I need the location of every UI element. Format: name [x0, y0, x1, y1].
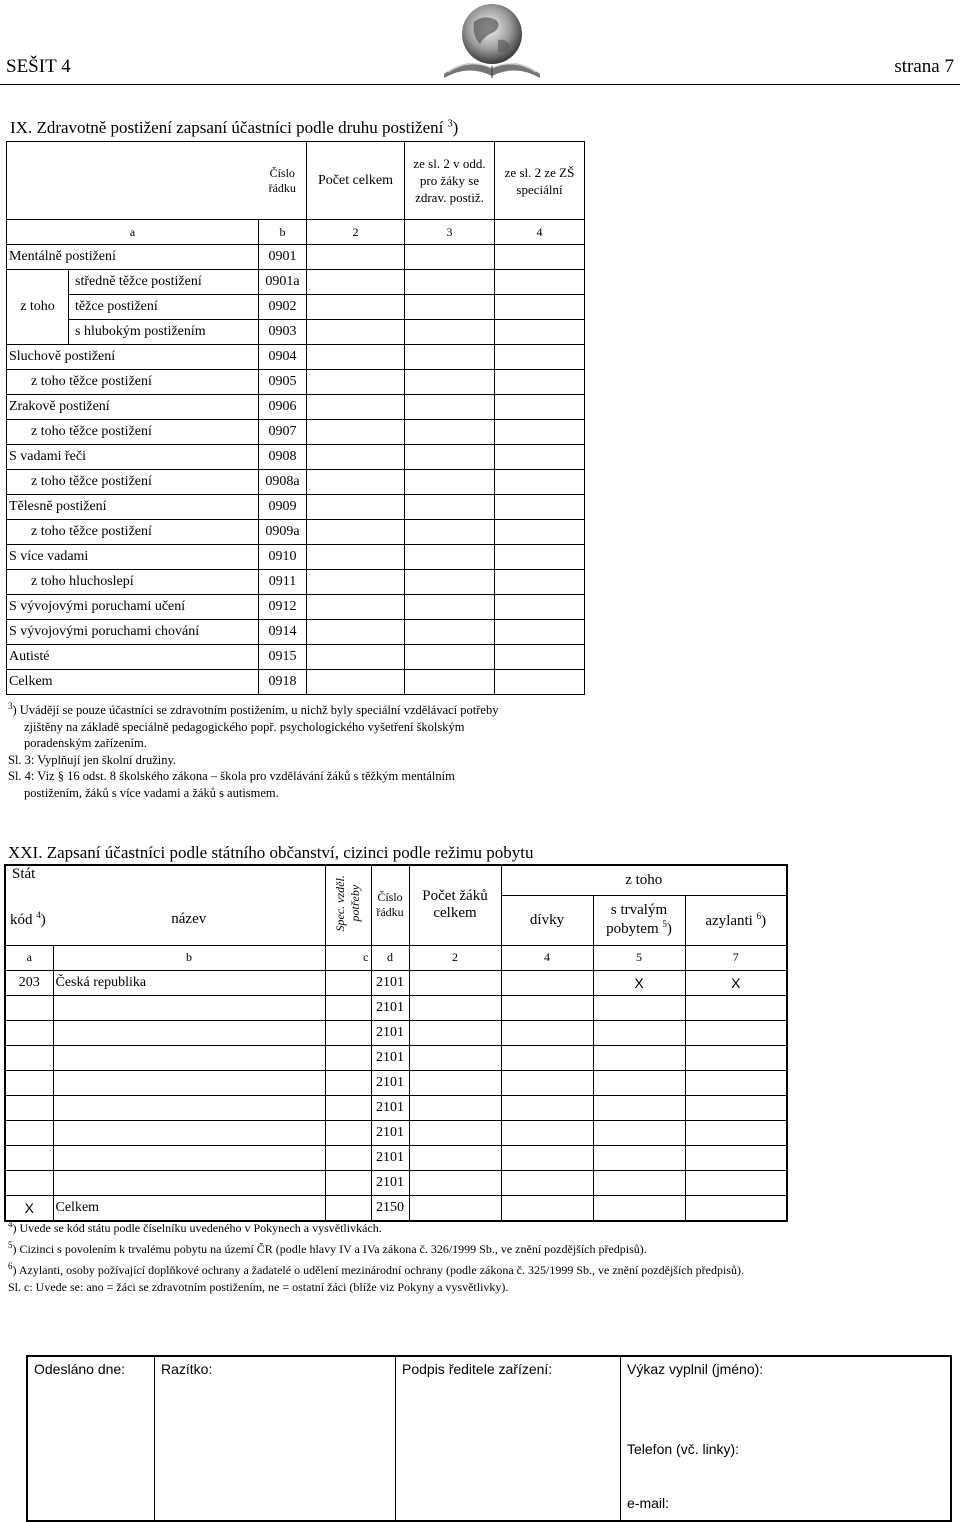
filled-by-field[interactable] [621, 1357, 950, 1520]
row-code: 2101 [371, 1120, 409, 1145]
input-cell[interactable] [405, 645, 495, 670]
section-9-notes: $^3$) Uvádějí se pouze účastníci se zdravotním postižením, u nichž byly speciální vzdělávací potřeby zjištěny na základě speciálně pedagogického popř. psychologického vyšetření školským poradenským zařízením. Sl. 3: Vyplňují jen školní družiny. Sl. 4: Viz § 16 odst. 8 školského zákona – škola pro vzdělávání žáků s těžkým mentálním postižením, žáků s více vadami a žáků s autismem. [8, 701, 499, 800]
input-cell[interactable] [593, 1070, 685, 1095]
row-code: 2101 [371, 1020, 409, 1045]
input-cell[interactable] [495, 470, 585, 495]
row-label: Zrakově postižení [7, 395, 259, 420]
input-cell[interactable] [5, 1045, 53, 1070]
row-label: S vývojovými poruchami chování [7, 620, 259, 645]
input-cell[interactable] [495, 670, 585, 695]
row-label: Celkem [7, 670, 259, 695]
col-letter-3: 3 [405, 220, 495, 245]
input-cell[interactable] [307, 270, 405, 295]
input-cell[interactable] [495, 420, 585, 445]
col-header-row-number: Číslo řádku [259, 142, 307, 220]
input-cell[interactable] [307, 670, 405, 695]
col-letter: b [53, 945, 325, 970]
col-header-state: Stát [12, 866, 36, 882]
state-code: 203 [5, 970, 53, 995]
col-header-name: název [171, 911, 207, 928]
input-cell[interactable] [501, 1120, 593, 1145]
input-cell[interactable] [307, 645, 405, 670]
col-letter: c [325, 945, 371, 970]
input-cell[interactable] [495, 570, 585, 595]
row-code: 0915 [259, 645, 307, 670]
input-cell[interactable] [405, 595, 495, 620]
col-letter: 5 [593, 945, 685, 970]
input-cell[interactable] [5, 995, 53, 1020]
input-cell[interactable] [5, 1020, 53, 1045]
input-cell[interactable] [593, 1020, 685, 1045]
input-cell[interactable] [405, 420, 495, 445]
state-name: Česká republika [53, 970, 325, 995]
input-cell[interactable] [405, 545, 495, 570]
input-cell[interactable] [501, 970, 593, 995]
row-code: 0901 [259, 245, 307, 270]
total-label: Celkem [53, 1195, 325, 1221]
row-label: z toho těžce postižení [7, 420, 259, 445]
col-header-spec: Spec. vzděl. potřeby [325, 865, 371, 945]
row-label: S vývojovými poruchami učení [7, 595, 259, 620]
col-header-col4: ze sl. 2 ze ZŠ speciální [495, 142, 585, 220]
citizenship-table [4, 864, 788, 1222]
row-code: 0905 [259, 370, 307, 395]
input-cell[interactable] [53, 1020, 325, 1045]
row-label: z toho těžce postižení [7, 370, 259, 395]
row-code: 2150 [371, 1195, 409, 1221]
input-cell[interactable] [501, 1045, 593, 1070]
row-code: 0903 [259, 320, 307, 345]
col-header-girls: dívky [501, 895, 593, 945]
input-cell[interactable] [307, 595, 405, 620]
input-cell[interactable] [5, 1170, 53, 1195]
col-header-code: kód $^4$) [10, 910, 46, 929]
input-cell[interactable] [593, 1095, 685, 1120]
input-cell[interactable] [685, 1145, 787, 1170]
input-cell[interactable] [5, 1095, 53, 1120]
col-header-total: Počet žáků celkem [409, 865, 501, 945]
input-cell[interactable] [409, 1145, 501, 1170]
stamp-label: Razítko: [161, 1361, 213, 1377]
input-cell[interactable] [501, 1170, 593, 1195]
input-cell[interactable] [53, 1170, 325, 1195]
input-cell[interactable] [405, 470, 495, 495]
input-cell[interactable] [409, 970, 501, 995]
sent-date-field[interactable] [28, 1357, 155, 1520]
input-cell[interactable] [405, 320, 495, 345]
row-code: 0904 [259, 345, 307, 370]
col-header-col3: ze sl. 2 v odd. pro žáky se zdrav. postiž. [405, 142, 495, 220]
row-code: 0911 [259, 570, 307, 595]
row-code: 0906 [259, 395, 307, 420]
row-code: 2101 [371, 970, 409, 995]
col-header-asylum: azylanti $^6$) [685, 895, 787, 945]
row-label: z toho hluchoslepí [7, 570, 259, 595]
row-label: Sluchově postižení [7, 345, 259, 370]
input-cell[interactable] [325, 995, 371, 1020]
input-cell[interactable] [325, 970, 371, 995]
form-section-title: SEŠIT 4 [6, 56, 71, 77]
row-label: středně těžce postižení [69, 270, 259, 295]
input-cell[interactable] [405, 345, 495, 370]
input-cell[interactable] [409, 1045, 501, 1070]
input-cell[interactable] [307, 295, 405, 320]
input-cell[interactable] [409, 1070, 501, 1095]
phone-label: Telefon (vč. linky): [627, 1441, 740, 1457]
input-cell[interactable] [685, 1120, 787, 1145]
input-cell[interactable] [409, 1170, 501, 1195]
row-label: Tělesně postižení [7, 495, 259, 520]
row-code: 2101 [371, 1095, 409, 1120]
col-header-permanent: s trvalým pobytem $^5$) [593, 895, 685, 945]
input-cell[interactable] [495, 270, 585, 295]
input-cell[interactable] [409, 1120, 501, 1145]
input-cell[interactable] [405, 570, 495, 595]
input-cell[interactable] [405, 620, 495, 645]
row-code: 2101 [371, 1045, 409, 1070]
input-cell[interactable] [495, 445, 585, 470]
input-cell[interactable] [307, 345, 405, 370]
input-cell[interactable] [307, 420, 405, 445]
col-letter-2: 2 [307, 220, 405, 245]
row-code: 0909a [259, 520, 307, 545]
row-label: S více vadami [7, 545, 259, 570]
col-letter: d [371, 945, 409, 970]
z-toho-label: z toho [7, 270, 69, 345]
input-cell[interactable] [307, 470, 405, 495]
row-label: Autisté [7, 645, 259, 670]
input-cell[interactable] [501, 1095, 593, 1120]
col-letter: 4 [501, 945, 593, 970]
input-cell[interactable] [685, 1020, 787, 1045]
input-cell[interactable] [593, 1045, 685, 1070]
disability-table [6, 141, 585, 695]
input-cell[interactable] [325, 1070, 371, 1095]
row-label: Mentálně postižení [7, 245, 259, 270]
input-cell[interactable] [495, 245, 585, 270]
col-header-row-number: Číslo řádku [371, 865, 409, 945]
col-letter-b: b [259, 220, 307, 245]
input-cell[interactable] [685, 1070, 787, 1095]
section-9-title: IX. Zdravotně postižení zapsaní účastníci podle druhu postižení $^3$) [10, 118, 459, 137]
col-letter: 2 [409, 945, 501, 970]
input-cell[interactable] [685, 995, 787, 1020]
input-cell[interactable] [495, 520, 585, 545]
input-cell[interactable] [307, 520, 405, 545]
input-cell[interactable] [53, 1045, 325, 1070]
input-cell[interactable] [405, 270, 495, 295]
input-cell[interactable] [495, 645, 585, 670]
row-code: 0910 [259, 545, 307, 570]
input-cell[interactable] [501, 1020, 593, 1045]
col-header-z-toho: z toho [501, 865, 787, 895]
row-code: 0907 [259, 420, 307, 445]
input-cell[interactable] [495, 595, 585, 620]
input-cell[interactable] [495, 345, 585, 370]
globe-book-logo-icon [438, 0, 542, 86]
input-cell[interactable] [593, 1120, 685, 1145]
input-cell[interactable] [307, 245, 405, 270]
input-cell[interactable] [325, 1095, 371, 1120]
input-cell[interactable] [405, 445, 495, 470]
row-code: 2101 [371, 1145, 409, 1170]
row-code: 2101 [371, 1070, 409, 1095]
input-cell[interactable] [409, 1020, 501, 1045]
input-cell[interactable] [501, 1070, 593, 1095]
col-letter: a [5, 945, 53, 970]
input-cell[interactable] [685, 1095, 787, 1120]
col-letter: 7 [685, 945, 787, 970]
row-label: s hlubokým postižením [69, 320, 259, 345]
input-cell[interactable] [405, 495, 495, 520]
input-cell[interactable] [325, 1020, 371, 1045]
input-cell[interactable] [325, 1145, 371, 1170]
input-cell[interactable] [495, 620, 585, 645]
input-cell[interactable] [307, 495, 405, 520]
input-cell[interactable] [325, 1170, 371, 1195]
input-cell[interactable] [495, 370, 585, 395]
email-label: e-mail: [627, 1495, 670, 1511]
crossed-cell: X [5, 1195, 53, 1221]
row-label: z toho těžce postižení [7, 470, 259, 495]
row-code: 0918 [259, 670, 307, 695]
row-label: těžce postižení [69, 295, 259, 320]
input-cell[interactable] [5, 1145, 53, 1170]
row-code: 2101 [371, 1170, 409, 1195]
input-cell[interactable] [409, 995, 501, 1020]
input-cell[interactable] [307, 370, 405, 395]
input-cell[interactable] [405, 395, 495, 420]
input-cell[interactable] [405, 295, 495, 320]
input-cell[interactable] [53, 1120, 325, 1145]
director-signature-field[interactable] [396, 1357, 621, 1520]
input-cell[interactable] [593, 1170, 685, 1195]
input-cell[interactable] [307, 395, 405, 420]
input-cell[interactable] [307, 445, 405, 470]
input-cell[interactable] [593, 1145, 685, 1170]
col-letter-a: a [7, 220, 259, 245]
input-cell[interactable] [5, 1070, 53, 1095]
stamp-field[interactable] [155, 1357, 396, 1520]
input-cell[interactable] [685, 1045, 787, 1070]
filled-by-label: Výkaz vyplnil (jméno): [627, 1361, 764, 1377]
input-cell[interactable] [409, 1095, 501, 1120]
row-code: 2101 [371, 995, 409, 1020]
input-cell[interactable] [325, 1045, 371, 1070]
input-cell[interactable] [405, 520, 495, 545]
col-letter-4: 4 [495, 220, 585, 245]
input-cell[interactable] [405, 370, 495, 395]
row-label: z toho těžce postižení [7, 520, 259, 545]
col-header-total: Počet celkem [307, 142, 405, 220]
input-cell[interactable] [53, 1145, 325, 1170]
input-cell[interactable] [307, 545, 405, 570]
input-cell[interactable] [495, 295, 585, 320]
input-cell[interactable] [405, 245, 495, 270]
input-cell[interactable] [405, 670, 495, 695]
row-code: 0909 [259, 495, 307, 520]
signature-box [26, 1355, 952, 1522]
section-21-title: XXI. Zapsaní účastníci podle státního občanství, cizinci podle režimu pobytu [8, 843, 534, 862]
crossed-cell: X [685, 970, 787, 995]
input-cell[interactable] [495, 545, 585, 570]
row-code: 0902 [259, 295, 307, 320]
input-cell[interactable] [53, 1095, 325, 1120]
input-cell[interactable] [307, 570, 405, 595]
input-cell[interactable] [501, 995, 593, 1020]
row-label: S vadami řeči [7, 445, 259, 470]
row-code: 0908 [259, 445, 307, 470]
input-cell[interactable] [495, 495, 585, 520]
input-cell[interactable] [685, 1170, 787, 1195]
input-cell[interactable] [5, 1120, 53, 1145]
row-code: 0908a [259, 470, 307, 495]
input-cell[interactable] [307, 620, 405, 645]
input-cell[interactable] [325, 1120, 371, 1145]
input-cell[interactable] [501, 1145, 593, 1170]
input-cell[interactable] [53, 995, 325, 1020]
row-code: 0914 [259, 620, 307, 645]
input-cell[interactable] [53, 1070, 325, 1095]
sent-date-label: Odesláno dne: [34, 1361, 126, 1377]
director-signature-label: Podpis ředitele zařízení: [402, 1361, 553, 1377]
input-cell[interactable] [495, 395, 585, 420]
input-cell[interactable] [495, 320, 585, 345]
page-number: strana 7 [894, 56, 954, 77]
row-code: 0901a [259, 270, 307, 295]
section-21-notes: $^4$) Uvede se kód státu podle číselníku uvedeného v Pokynech a vysvětlivkách. $^5$) Cizinci s povolením k trvalému pobytu na území ČR (podle hlavy IV a IVa zákona č. 326/1999 Sb., ve znění pozdějších předpisů). $^6$) Azylanti, osoby požívající doplňkové ochrany a žadatelé o udělení mezinárodní ochrany (podle zákona č. 325/1999 Sb., ve znění pozdějších předpisů). Sl. c: Uvede se: ano = žáci se zdravotním postižením, ne = ostatní žáci (blíže viz Pokyny a vysvětlivky). [8, 1219, 744, 1294]
crossed-cell: X [593, 970, 685, 995]
input-cell[interactable] [593, 995, 685, 1020]
input-cell[interactable] [307, 320, 405, 345]
row-code: 0912 [259, 595, 307, 620]
